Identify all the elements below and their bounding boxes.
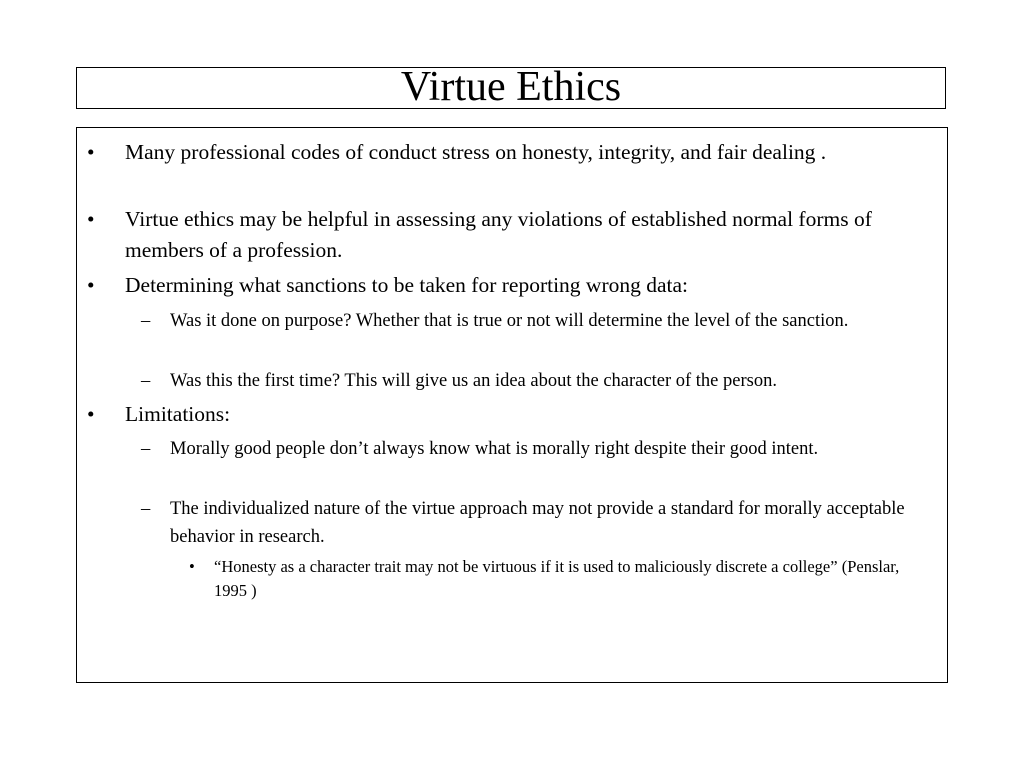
sub-bullet-on-purpose — [141, 307, 940, 335]
sub-sub-bullet-penslar-quote — [189, 555, 934, 603]
bullet-marker: • — [87, 207, 95, 231]
slide-title: Virtue Ethics — [400, 64, 622, 110]
bullet-limitations — [87, 399, 937, 430]
bullet-marker: • — [87, 402, 95, 426]
bullet-text: Virtue ethics may be helpful in assessing any violations of established normal forms of members of a profession. — [125, 207, 872, 262]
sub-bullet-text: Morally good people don’t always know what is morally right despite their good intent. — [170, 439, 819, 459]
dash-marker: – — [141, 371, 151, 391]
bullet-sanctions — [87, 270, 937, 301]
bullet-text: Determining what sanctions to be taken for reporting wrong data: — [125, 273, 689, 297]
sub-bullet-morally-good-people — [141, 435, 940, 463]
sub-bullet-text: Was it done on purpose? Whether that is true or not will determine the level of the sanction. — [170, 311, 849, 331]
bullet-virtue-ethics-helpful — [87, 204, 937, 266]
quote-text: “Honesty as a character trait may not be virtuous if it is used to maliciously discrete a college” (Penslar, 1995 ) — [214, 557, 900, 600]
sub-bullet-individualized-nature — [141, 495, 940, 551]
content-box — [76, 127, 948, 683]
dash-marker: – — [141, 439, 151, 459]
sub-bullet-text: The individualized nature of the virtue approach may not provide a standard for morally acceptable behavior in research. — [170, 499, 905, 547]
dash-marker: – — [141, 311, 151, 331]
bullet-marker: • — [87, 140, 95, 164]
bullet-text: Many professional codes of conduct stress on honesty, integrity, and fair dealing . — [125, 140, 827, 164]
dash-marker: – — [141, 499, 151, 519]
bullet-marker: • — [189, 557, 195, 576]
bullet-marker: • — [87, 273, 95, 297]
bullet-text: Limitations: — [125, 402, 231, 426]
bullet-codes-of-conduct — [87, 137, 937, 168]
sub-bullet-first-time — [141, 367, 940, 395]
sub-bullet-text: Was this the first time? This will give us an idea about the character of the person. — [170, 371, 777, 391]
title-box — [76, 64, 946, 110]
